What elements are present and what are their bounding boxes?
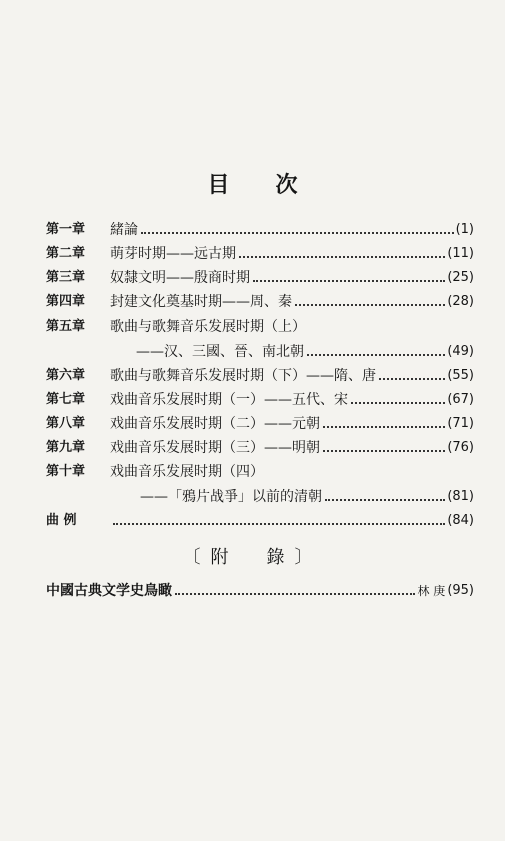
toc-entry-ch10-subtitle (46, 486, 474, 508)
page-number: (55) (447, 368, 474, 383)
title-char-2: 次 (275, 173, 298, 198)
chapter-label: 第六章 (46, 368, 86, 383)
dot-leader (307, 354, 445, 356)
chapter-label: 第九章 (46, 440, 86, 455)
chapter-title: 奴隸文明——殷商时期 (110, 270, 250, 286)
chapter-title: 萌芽时期——远古期 (110, 246, 236, 262)
dot-leader (351, 402, 445, 404)
chapter-label: 第二章 (46, 246, 86, 261)
dot-leader (141, 232, 454, 234)
dot-leader (295, 304, 445, 306)
dot-leader (175, 593, 415, 595)
page-number: (25) (447, 270, 474, 285)
page-number: (76) (447, 440, 474, 455)
chapter-label: 第七章 (46, 392, 86, 407)
dot-leader (239, 256, 445, 258)
toc-entry-examples (46, 510, 474, 532)
chapter-title: 戏曲音乐发展时期（四） (110, 464, 264, 480)
chapter-title: 緒論 (110, 222, 138, 238)
toc-entry-ch2 (46, 243, 474, 265)
appendix-entry (46, 580, 474, 602)
page-number: (11) (447, 246, 474, 261)
toc-entry-ch5-subtitle (46, 341, 474, 363)
toc-entry-ch3 (46, 267, 474, 289)
chapter-label: 第四章 (46, 294, 86, 309)
chapter-label: 第三章 (46, 270, 86, 285)
title-char-1: 目 (207, 173, 230, 198)
page-number: (81) (447, 489, 474, 504)
dot-leader (325, 499, 445, 501)
chapter-title: 戏曲音乐发展时期（一）——五代、宋 (110, 392, 348, 408)
dot-leader (253, 280, 445, 282)
toc-entry-ch10 (46, 461, 474, 483)
chapter-label: 曲 例 (46, 513, 77, 528)
dot-leader (113, 523, 445, 525)
chapter-title: 歌曲与歌舞音乐发展时期（上） (110, 319, 306, 335)
appendix-author: 林 庚 (417, 584, 446, 598)
page-number: (49) (447, 344, 474, 359)
toc-entry-ch4 (46, 291, 474, 313)
page-number: (71) (447, 416, 474, 431)
chapter-title: 歌曲与歌舞音乐发展时期（下）——隋、唐 (110, 368, 376, 384)
page-number: (84) (447, 513, 474, 528)
toc-entry-ch1 (46, 219, 474, 241)
chapter-title: 封建文化奠基时期——周、秦 (110, 294, 292, 310)
toc-entry-ch9 (46, 437, 474, 459)
page-number: (28) (447, 294, 474, 309)
chapter-subtitle: ——「鴉片战爭」以前的清朝 (140, 489, 322, 505)
dot-leader (323, 450, 445, 452)
dot-leader (323, 426, 445, 428)
page-number: (1) (455, 222, 474, 237)
toc-entry-ch6 (46, 365, 474, 387)
dot-leader (379, 378, 445, 380)
toc-entry-ch7 (46, 389, 474, 411)
toc-entry-ch8 (46, 413, 474, 435)
chapter-subtitle: ——汉、三國、晉、南北朝 (136, 344, 304, 360)
appendix-heading: 〔附 錄〕 (182, 547, 323, 568)
chapter-label: 第十章 (46, 464, 86, 479)
page-title (0, 168, 505, 199)
appendix-title: 中國古典文学史鳥瞰 (46, 583, 172, 599)
chapter-title: 戏曲音乐发展时期（二）——元朝 (110, 416, 320, 432)
chapter-label: 第八章 (46, 416, 86, 431)
chapter-label: 第一章 (46, 222, 86, 237)
toc-entry-ch5 (46, 316, 474, 338)
page-number: (67) (447, 392, 474, 407)
page-number: (95) (447, 583, 474, 598)
chapter-title: 戏曲音乐发展时期（三）——明朝 (110, 440, 320, 456)
chapter-label: 第五章 (46, 319, 86, 334)
